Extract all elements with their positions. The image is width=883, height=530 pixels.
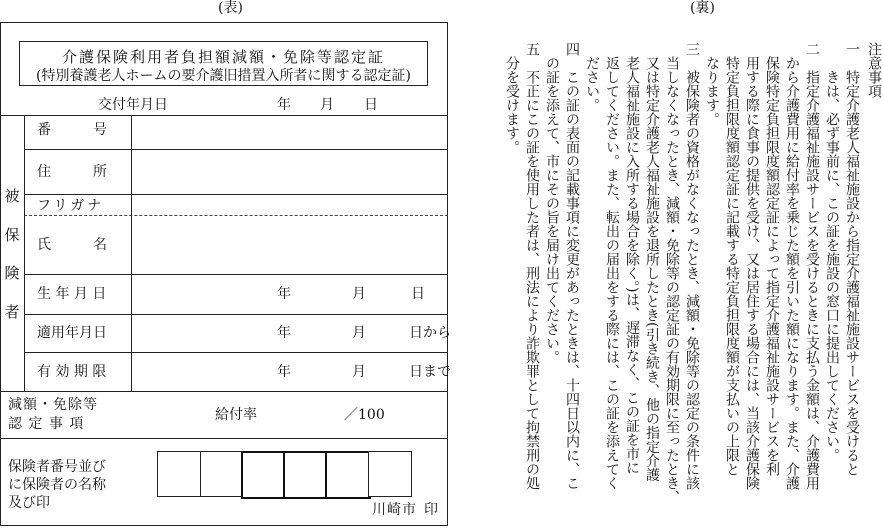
number-label: 番 号 [37, 122, 107, 138]
benefit-rate-value: ／100 [344, 407, 385, 423]
name-label: 氏 名 [37, 237, 107, 253]
birth-date-label: 生 年 月 日 [37, 286, 107, 302]
insurer-number-box [283, 451, 329, 499]
insurer-seal: 印 [424, 502, 438, 518]
note-line: から介護費用に給付率を乗じた額を引いた額になります。また、介護 [784, 42, 800, 490]
note-line: 保険特定負担限度額認定証によって指定介護福祉施設サービスを利 [764, 42, 780, 476]
insured-person-label [0, 116, 24, 391]
card-subtitle: (特別養護老人ホームの要介護旧措置入所者に関する認定証) [36, 68, 411, 84]
insurer-number-box [241, 451, 287, 499]
furigana-divider [24, 215, 448, 216]
note-line: 三 被保険者の資格がなくなったとき、減額・免除等の認定の条件に該 [684, 42, 700, 490]
front-heading: (表) [218, 0, 243, 16]
back-heading: (裏) [690, 0, 715, 16]
insurer-label-line2: に保険者の名称 [8, 477, 106, 493]
apply-date-year: 年 [277, 325, 291, 341]
note-line: 当しなくなったとき、減額・免除等の認定証の有効期限に至ったとき、 [664, 42, 680, 504]
note-line: 老人福祉施設に入所する場合を除く。)は、遅滞なく、この証を市に [624, 42, 640, 475]
issue-date-month: 月 [320, 97, 334, 113]
notes-heading: 注意事項 [866, 42, 882, 98]
valid-period-day: 日まで [409, 364, 451, 380]
valid-period-month: 月 [352, 364, 366, 380]
note-line: 返してください。また、転出の届出をする際には、この証を添えてく [604, 42, 620, 490]
note-line: 又は特定介護老人福祉施設を退所したとき(引き続き、他の指定介護 [644, 42, 660, 482]
reduction-label-line2: 認 定 事 項 [8, 416, 85, 432]
note-line: の証を添えて、市にその旨を届け出てください。 [544, 42, 560, 364]
insurer-label-line3: 及び印 [8, 495, 50, 511]
note-line: 一 特定介護老人福祉施設から指定介護福祉施設サービスを受けると [844, 42, 860, 476]
birth-date-month: 月 [352, 286, 366, 302]
insurer-name: 川崎市 [372, 502, 417, 518]
insurer-label-line1: 保険者番号並び [8, 459, 106, 475]
reduction-label-line1: 減額・免除等 [8, 397, 98, 413]
insurer-number-box [325, 451, 371, 499]
address-label: 住 所 [37, 164, 107, 180]
note-line: 四 この証の表面の記載事項に変更があったときは、十四日以内に、こ [564, 42, 580, 490]
apply-date-label: 適用年月日 [37, 325, 107, 341]
furigana-label: フリガナ [37, 198, 105, 214]
note-line: 二 指定介護福祉施設サービスを受けるときに支払う金額は、介護費用 [804, 42, 820, 490]
insurer-number-box [200, 451, 244, 497]
apply-date-day: 日から [409, 325, 451, 341]
valid-period-label: 有 効 期 限 [37, 364, 107, 380]
card-title: 介護保険利用者負担額減額・免除等認定証 [61, 48, 385, 66]
apply-date-month: 月 [352, 325, 366, 341]
issue-date-year: 年 [277, 97, 291, 113]
issue-date-day: 日 [364, 97, 378, 113]
benefit-rate-label: 給付率 [215, 407, 257, 423]
issue-date-label: 交付年月日 [98, 97, 168, 113]
note-line: 五 不正にこの証を使用した者は、刑法により詐欺罪として拘禁刑の処 [524, 42, 540, 490]
note-line: 用する際に食事の提供を受け、又は居住する場合には、当該介護保険 [744, 42, 760, 490]
note-line: 分を受けます。 [504, 42, 520, 154]
note-line: きは、必ず事前に、この証を施設の窓口に提出してください。 [824, 42, 840, 462]
birth-date-year: 年 [277, 286, 291, 302]
note-line: ださい。 [584, 42, 600, 112]
insurer-number-box [157, 451, 203, 497]
insured-char: 者 [4, 303, 20, 322]
insurer-number-box [368, 451, 412, 497]
insured-char: 険 [4, 264, 20, 283]
insured-char: 被 [4, 186, 20, 205]
birth-date-day: 日 [411, 286, 425, 302]
note-line: 特定負担限度額認定証に記載する特定負担限度額が支払いの上限と [724, 42, 740, 476]
insured-char: 保 [4, 225, 20, 244]
title-box [19, 41, 428, 86]
valid-period-year: 年 [277, 364, 291, 380]
note-line: なります。 [704, 42, 720, 126]
